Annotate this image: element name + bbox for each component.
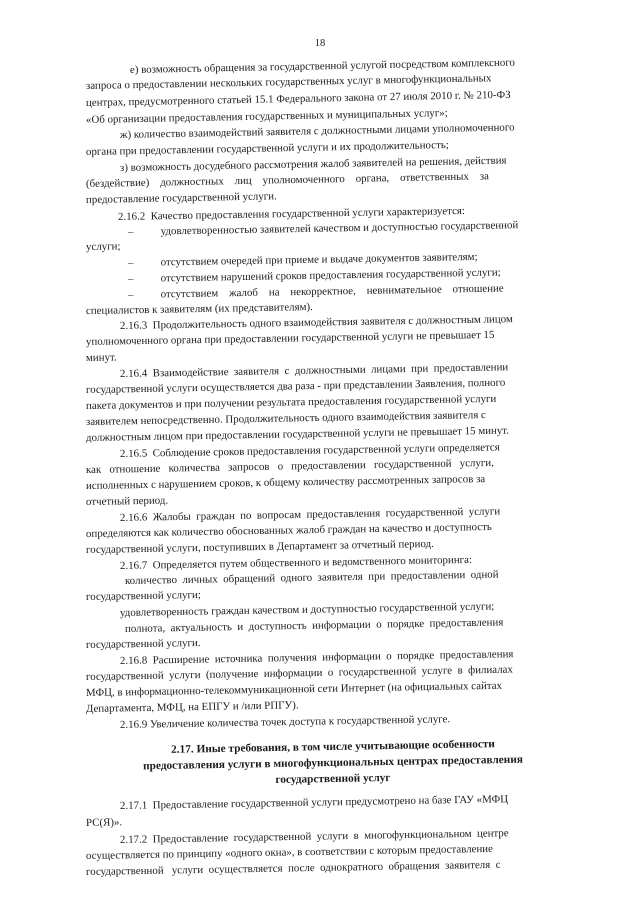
section-heading-line-2: предоставления услуги в многофункциональных центрах предоставления <box>143 753 523 773</box>
text-line: государственной услуги, поступивших в Департамент за отчетный период. <box>85 537 434 556</box>
section-heading-line-1: 2.17. Иные требования, в том числе учитывающие особенности <box>170 738 495 756</box>
list-item: – отсутствием нарушений сроков предоставления государственной услуги; <box>127 266 501 285</box>
text-line: специалистов к заявителям (их представителям). <box>85 301 313 317</box>
list-item: – отсутствием очередей при приеме и выдаче документов заявителям; <box>127 250 478 269</box>
text-line: МФЦ, в информационно-телекоммуникационной сети Интернет (на официальных сайтах <box>85 679 503 699</box>
text-line: заявителем непосредственно. Продолжительность одного взаимодействия заявителя с <box>85 409 486 428</box>
text-line: Департамента, МФЦ, на ЕПГУ и /или РПГУ). <box>85 699 299 715</box>
text-line: государственной услуги осуществляется после однократного обращения заявителя с <box>85 858 501 878</box>
text-line: предоставление государственной услуги. <box>85 190 277 206</box>
text-line: пакета документов и при получении результата предоставления государственной услуги <box>85 392 497 412</box>
text-line: (бездействие) должностных лиц уполномоченного органа, ответственных за <box>85 170 490 190</box>
text-line: отчетный период. <box>85 494 169 508</box>
text-line: запроса о предоставлении нескольких государственных услуг в многофункциональных <box>85 72 492 92</box>
text-line: РС(Я)». <box>85 816 123 829</box>
text-line: 2.16.9 Увеличение количества точек доступа к государственной услуге. <box>119 713 451 731</box>
list-item: – удовлетворенностью заявителей качеством и доступностью государственной <box>127 219 519 238</box>
text-line: центрах, предусмотренного статьей 15.1 Федерального закона от 27 июля 2010 г. № 210-ФЗ <box>85 88 511 109</box>
text-line: определяются как количество обоснованных жалоб граждан на качество и доступность <box>85 520 492 540</box>
text-line: исполненных с нарушением сроков, к общему количеству рассмотренных запросов за <box>85 473 486 492</box>
text-line: государственной услуги. <box>85 637 201 651</box>
section-heading-line-3: государственной услуг <box>275 771 391 787</box>
text-line: осуществляется по принципу «одного окна», в соответствии с которым предоставление <box>85 842 494 862</box>
text-line: удовлетворенность граждан качеством и доступностью государственной услуги; <box>119 600 495 619</box>
text-line: государственной услуги осуществляется два раза - при представлении Заявления, полного <box>85 376 506 396</box>
text-line: должностным лицом при предоставлении государственной услуги не превышает 15 минут. <box>85 424 510 444</box>
text-line: 2.16.4 Взаимодействие заявителя с должностными лицами при предоставлении <box>119 361 509 380</box>
text-line: е) возможность обращения за государственной услугой посредством комплексного <box>129 56 516 76</box>
text-line: 2.16.5 Соблюдение сроков предоставления государственной услуги определяется <box>119 441 500 460</box>
text-line: как отношение количества запросов о предоставлении государственной услуги, <box>85 456 495 476</box>
text-line: 2.16.6 Жалобы граждан по вопросам предоставления государственной услуги <box>119 505 501 524</box>
text-line: 2.16.3 Продолжительность одного взаимодействия заявителя с должностным лицом <box>119 313 513 332</box>
text-line: «Об организации предоставления государственных и муниципальных услуг»; <box>85 107 448 126</box>
page-number: 18 <box>314 38 326 49</box>
text-line: 2.16.7 Определяется путем общественного и ведомственного мониторинга: <box>119 553 473 572</box>
text-line: 2.16.8 Расширение источника получения информации о порядке предоставления <box>119 648 514 667</box>
text-line: уполномоченного органа при предоставлении государственной услуги не превышает 15 <box>85 328 495 348</box>
text-line: з) возможность досудебного рассмотрения жалоб заявителей на решения, действия <box>119 154 507 174</box>
text-line: минут. <box>85 351 117 364</box>
list-item: – отсутствием жалоб на некорректное, невнимательное отношение <box>127 282 504 301</box>
text-line: 2.17.1 Предоставление государственной услуги предусмотрено на базе ГАУ «МФЦ <box>119 793 509 812</box>
text-line: количество личных обращений одного заявителя при предоставлении одной <box>124 568 499 587</box>
text-line: органа при предоставлении государственной услуги и их продолжительность; <box>85 139 449 158</box>
text-line: 2.17.2 Предоставление государственной услуги в многофункциональном центре <box>119 827 509 846</box>
text-line: 2.16.2 Качество предоставления государственной услуги характеризуется: <box>117 204 465 223</box>
text-line: государственной услуги (получение информации о государственной услуге в филиалах <box>85 663 513 683</box>
text-line: государственной услуги; <box>85 588 201 603</box>
text-line: услуги; <box>85 240 121 253</box>
text-line: полнота, актуальность и доступность информации о порядке предоставления <box>124 616 504 635</box>
text-line: ж) количество взаимодействий заявителя с должностными лицами уполномоченного <box>119 121 515 141</box>
